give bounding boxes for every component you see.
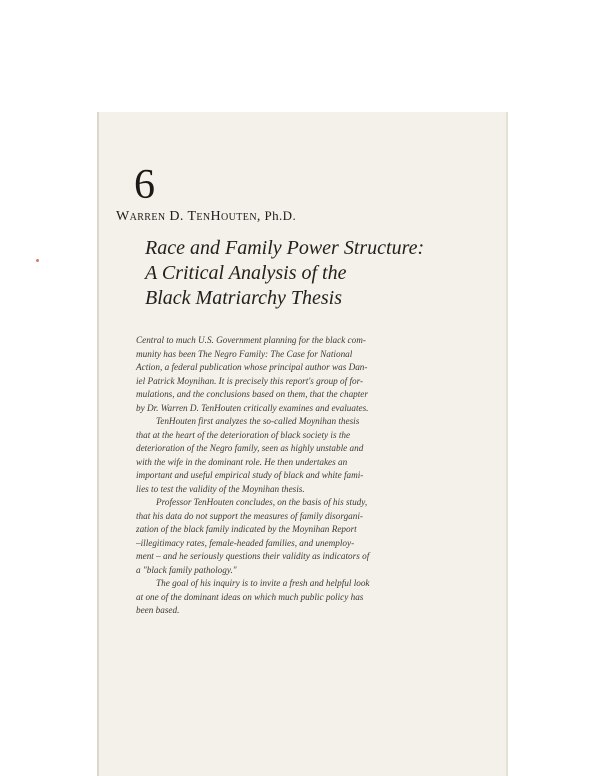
title-line: Race and Family Power Structure: [145,237,425,259]
intro-line: Central to much U.S. Government planning for the black com- [136,335,366,345]
intro-line: important and useful empirical study of black and white fami- [136,470,364,480]
intro-line: with the wife in the dominant role. He then undertakes an [136,456,348,467]
intro-line: iel Patrick Moynihan. It is precisely this report's group of for- [136,375,364,386]
intro-line: ment – and he seriously questions their validity as indicators of [136,551,370,561]
title-line: A Critical Analysis of the [145,262,347,284]
intro-line: at one of the dominant ideas on which much public policy has [136,591,364,602]
intro-line: mulations, and the conclusions based on them, that the chapter [136,389,368,399]
intro-line: munity has been The Negro Family: The Case for National [136,348,353,359]
chapter-title [145,236,465,311]
intro-line: Action, a federal publication whose principal author was Dan- [136,362,368,372]
editor-introduction [136,334,476,618]
author-name: Warren D. TenHouten, [116,209,261,224]
chapter-number: 6 [134,162,155,208]
intro-line: TenHouten first analyzes the so-called Moynihan thesis [156,416,360,426]
intro-line: –illegitimacy rates, female-headed families, and unemploy- [136,537,355,548]
author-line [116,208,296,225]
intro-line: been based. [136,605,180,615]
intro-line: by Dr. Warren D. TenHouten critically examines and evaluates. [136,402,369,413]
title-line: Black Matriarchy Thesis [145,287,343,309]
intro-line: zation of the black family indicated by the Moynihan Report [136,524,357,534]
intro-line: The goal of his inquiry is to invite a fresh and helpful look [156,578,370,588]
author-degree: Ph.D. [264,208,297,223]
intro-line: that his data do not support the measures of family disorgani- [136,510,363,521]
intro-line: Professor TenHouten concludes, on the basis of his study, [156,497,368,507]
intro-line: lies to test the validity of the Moynihan thesis. [136,483,305,494]
intro-line: that at the heart of the deterioration of black society is the [136,429,351,440]
intro-line: deterioration of the Negro family, seen as highly unstable and [136,443,364,453]
intro-line: a "black family pathology." [136,564,237,575]
